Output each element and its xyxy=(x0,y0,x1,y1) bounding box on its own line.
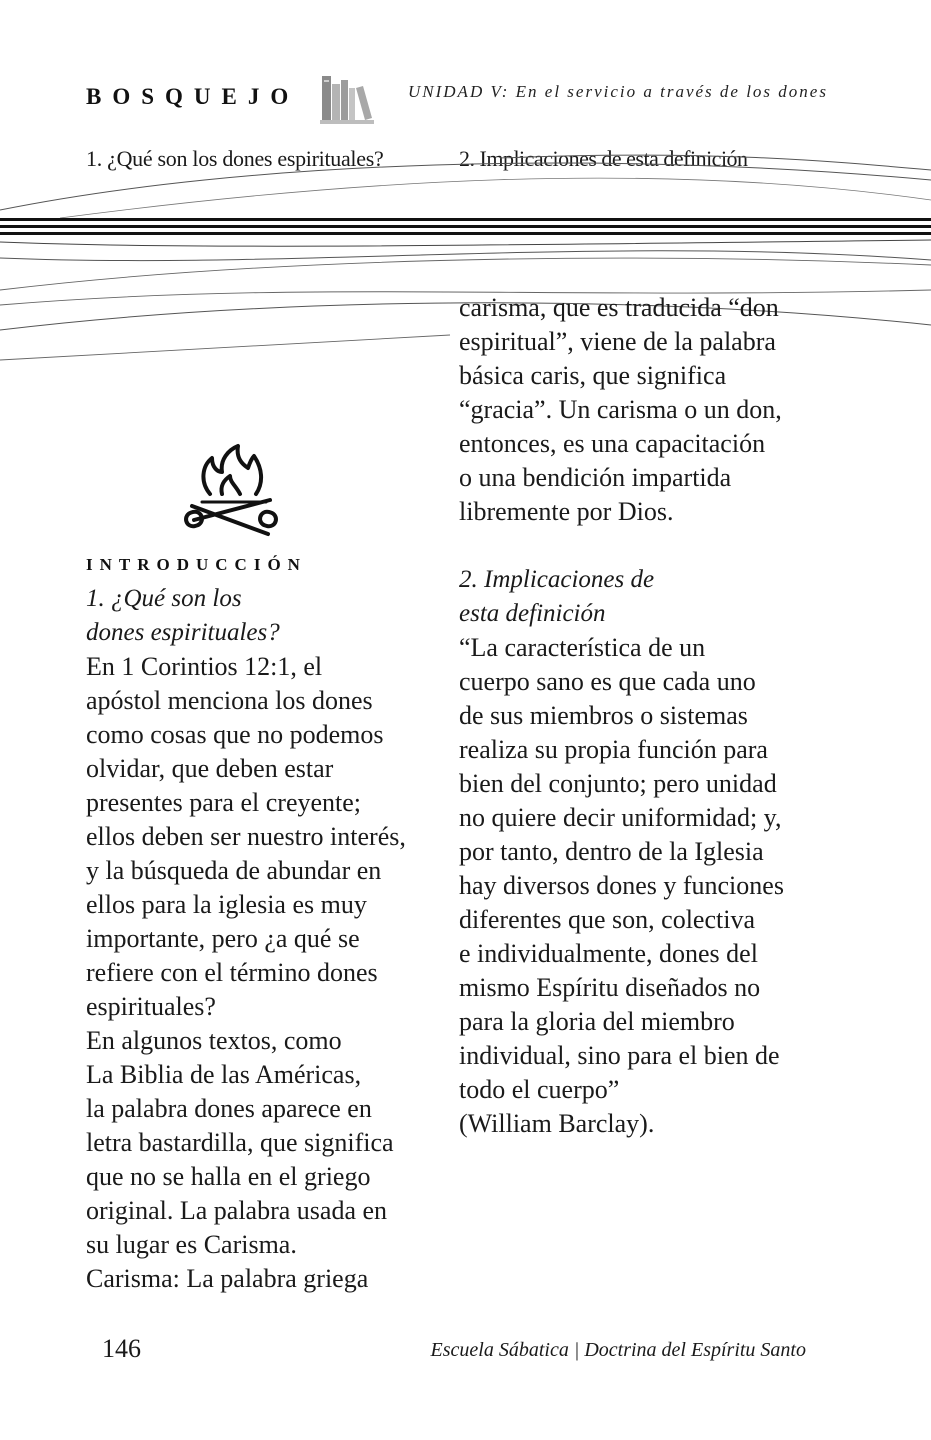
text-line: e individualmente, dones del xyxy=(459,939,758,968)
quote-paragraph xyxy=(459,631,819,1141)
books-icon xyxy=(318,70,376,126)
text-line: En 1 Corintios 12:1, el xyxy=(86,652,323,681)
text-line: “gracia”. Un carisma o un don, xyxy=(459,395,782,424)
text-line: cuerpo sano es que cada uno xyxy=(459,667,756,696)
heading-line: 2. Implicaciones de xyxy=(459,566,655,593)
text-line: no quiere decir uniformidad; y, xyxy=(459,803,782,832)
text-line: espiritual”, viene de la palabra xyxy=(459,327,776,356)
text-line: refiere con el término dones xyxy=(86,958,378,987)
intro-paragraph xyxy=(86,650,446,1296)
unit-subtitle: UNIDAD V: En el servicio a través de los dones xyxy=(408,82,828,101)
text-line: realiza su propia función para xyxy=(459,735,768,764)
text-line: su lugar es Carisma. xyxy=(86,1230,297,1259)
text-line: individual, sino para el bien de xyxy=(459,1041,780,1070)
text-line: Carisma: La palabra griega xyxy=(86,1264,369,1293)
section-title: BOSQUEJO xyxy=(86,84,300,109)
text-line: ellos para la iglesia es muy xyxy=(86,890,367,919)
text-line: En algunos textos, como xyxy=(86,1026,342,1055)
section-heading-2 xyxy=(459,563,819,631)
text-line: diferentes que son, colectiva xyxy=(459,905,755,934)
text-line: para la gloria del miembro xyxy=(459,1007,735,1036)
text-line: libremente por Dios. xyxy=(459,497,674,526)
text-line: carisma, que es traducida “don xyxy=(459,293,779,322)
text-line: mismo Espíritu diseñados no xyxy=(459,973,761,1002)
heading-line: dones espirituales? xyxy=(86,619,280,646)
right-column xyxy=(459,291,819,1141)
text-line: olvidar, que deben estar xyxy=(86,754,334,783)
left-column xyxy=(86,548,446,1296)
text-line: todo el cuerpo” xyxy=(459,1075,620,1104)
heading-line: 1. ¿Qué son los xyxy=(86,585,242,612)
text-line: como cosas que no podemos xyxy=(86,720,384,749)
text-line: o una bendición impartida xyxy=(459,463,732,492)
text-line: la palabra dones aparece en xyxy=(86,1094,372,1123)
campfire-icon xyxy=(180,442,284,540)
section-heading-1 xyxy=(86,582,446,650)
text-line: espirituales? xyxy=(86,992,216,1021)
text-line: básica caris, que significa xyxy=(459,361,727,390)
outline-item-2: 2. Implicaciones de esta definición xyxy=(459,146,748,171)
text-line: bien del conjunto; pero unidad xyxy=(459,769,777,798)
heading-line: esta definición xyxy=(459,600,606,627)
text-line: La Biblia de las Américas, xyxy=(86,1060,362,1089)
text-line: ellos deben ser nuestro interés, xyxy=(86,822,406,851)
text-line: por tanto, dentro de la Iglesia xyxy=(459,837,764,866)
page-number: 146 xyxy=(102,1334,141,1363)
text-line: original. La palabra usada en xyxy=(86,1196,388,1225)
text-line: letra bastardilla, que significa xyxy=(86,1128,394,1157)
text-line: importante, pero ¿a qué se xyxy=(86,924,360,953)
text-line: hay diversos dones y funciones xyxy=(459,871,784,900)
intro-label: INTRODUCCIÓN xyxy=(86,555,307,574)
text-line: que no se halla en el griego xyxy=(86,1162,371,1191)
text-line: presentes para el creyente; xyxy=(86,788,362,817)
text-line: “La característica de un xyxy=(459,633,706,662)
text-line: de sus miembros o sistemas xyxy=(459,701,748,730)
text-line: (William Barclay). xyxy=(459,1109,655,1138)
outline-item-1: 1. ¿Qué son los dones espirituales? xyxy=(86,146,384,171)
book-title: Escuela Sábatica | Doctrina del Espíritu Santo xyxy=(430,1339,806,1361)
text-line: y la búsqueda de abundar en xyxy=(86,856,382,885)
text-line: entonces, es una capacitación xyxy=(459,429,766,458)
continuation-paragraph xyxy=(459,291,819,529)
text-line: apóstol menciona los dones xyxy=(86,686,373,715)
